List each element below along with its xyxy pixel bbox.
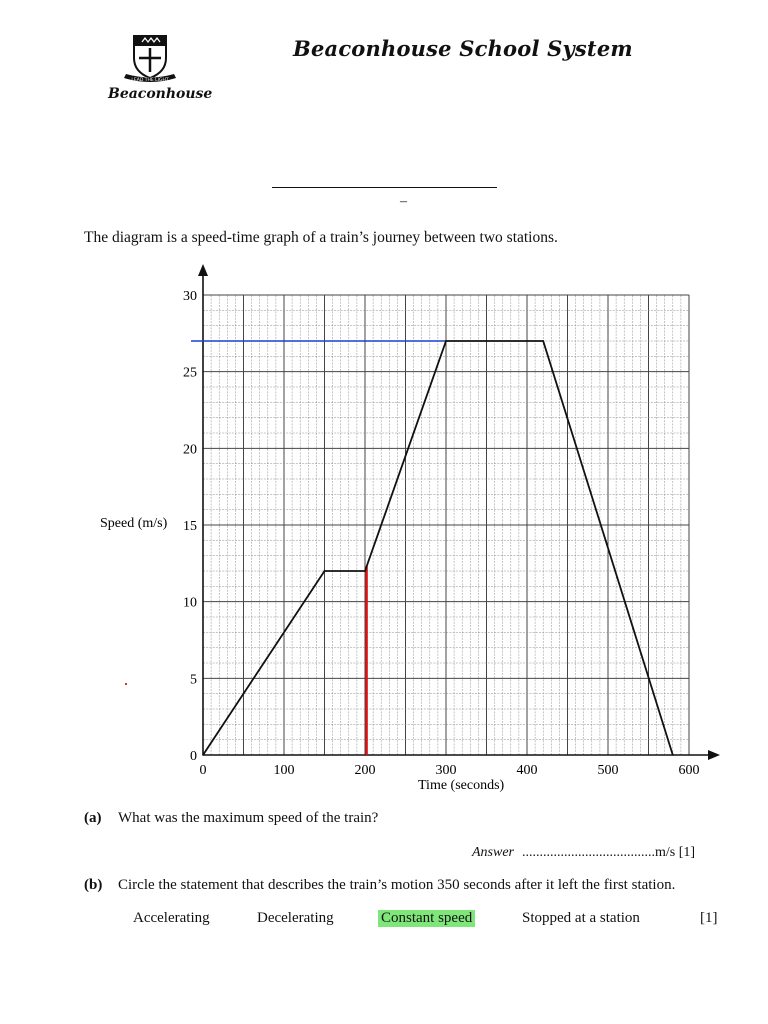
series-point (324, 570, 326, 572)
y-axis-arrow-icon (198, 264, 208, 276)
y-tick-label: 10 (183, 595, 197, 611)
y-axis-label: Speed (m/s) (100, 516, 168, 531)
answer-a-line (472, 845, 695, 861)
x-tick-label: 0 (199, 763, 207, 778)
answer-a-unit: m/s [1] (655, 845, 696, 860)
x-axis-label: Time (seconds) (418, 778, 505, 793)
logo-name: Beaconhouse (108, 86, 213, 102)
x-tick-label: 500 (597, 763, 619, 778)
question-a-text: What was the maximum speed of the train? (118, 810, 379, 826)
svg-text:LEAD THE LIGHT: LEAD THE LIGHT (131, 78, 169, 83)
y-tick-label: 25 (183, 365, 197, 381)
option-accelerating[interactable]: Accelerating (133, 910, 210, 926)
y-tick-label: 20 (183, 442, 197, 458)
y-tick-label: 0 (190, 749, 197, 764)
question-a-label: (a) (84, 810, 102, 826)
series-point (445, 340, 447, 342)
school-title: Beaconhouse School System (293, 36, 633, 61)
x-tick-label: 200 (354, 763, 376, 778)
option-constant-speed[interactable]: Constant speed (378, 910, 475, 927)
x-axis-arrow-icon (708, 750, 720, 760)
option-stopped-at-station[interactable]: Stopped at a station (522, 910, 640, 926)
question-b (84, 877, 675, 894)
option-decelerating[interactable]: Decelerating (257, 910, 334, 926)
series-point (202, 754, 204, 756)
question-b-label: (b) (84, 877, 103, 893)
graph-grid (203, 295, 689, 755)
answer-a-word: Answer (472, 845, 514, 860)
y-tick-label: 30 (183, 289, 197, 304)
question-number-dash: – (400, 194, 407, 209)
question-b-text: Circle the statement that describes the train’s motion 350 seconds after it left the first station. (118, 877, 676, 893)
x-tick-label: 300 (435, 763, 457, 778)
y-tick-label: 5 (190, 672, 197, 688)
x-tick-label: 100 (273, 763, 295, 778)
question-b-marks: [1] (700, 910, 718, 926)
stray-mark (125, 683, 127, 685)
question-intro: The diagram is a speed-time graph of a train’s journey between two stations. (84, 229, 558, 246)
y-tick-label: 15 (183, 519, 197, 534)
series-point (542, 340, 544, 342)
graph-ticks (183, 289, 700, 778)
question-a (84, 810, 378, 827)
answer-a-dots[interactable]: ...................................... (522, 845, 655, 860)
series-point (364, 570, 366, 572)
x-tick-label: 400 (516, 763, 538, 778)
graph-annotations (191, 341, 446, 755)
series-point (672, 754, 674, 756)
x-tick-label: 600 (678, 763, 700, 778)
graph-axes (198, 264, 720, 760)
